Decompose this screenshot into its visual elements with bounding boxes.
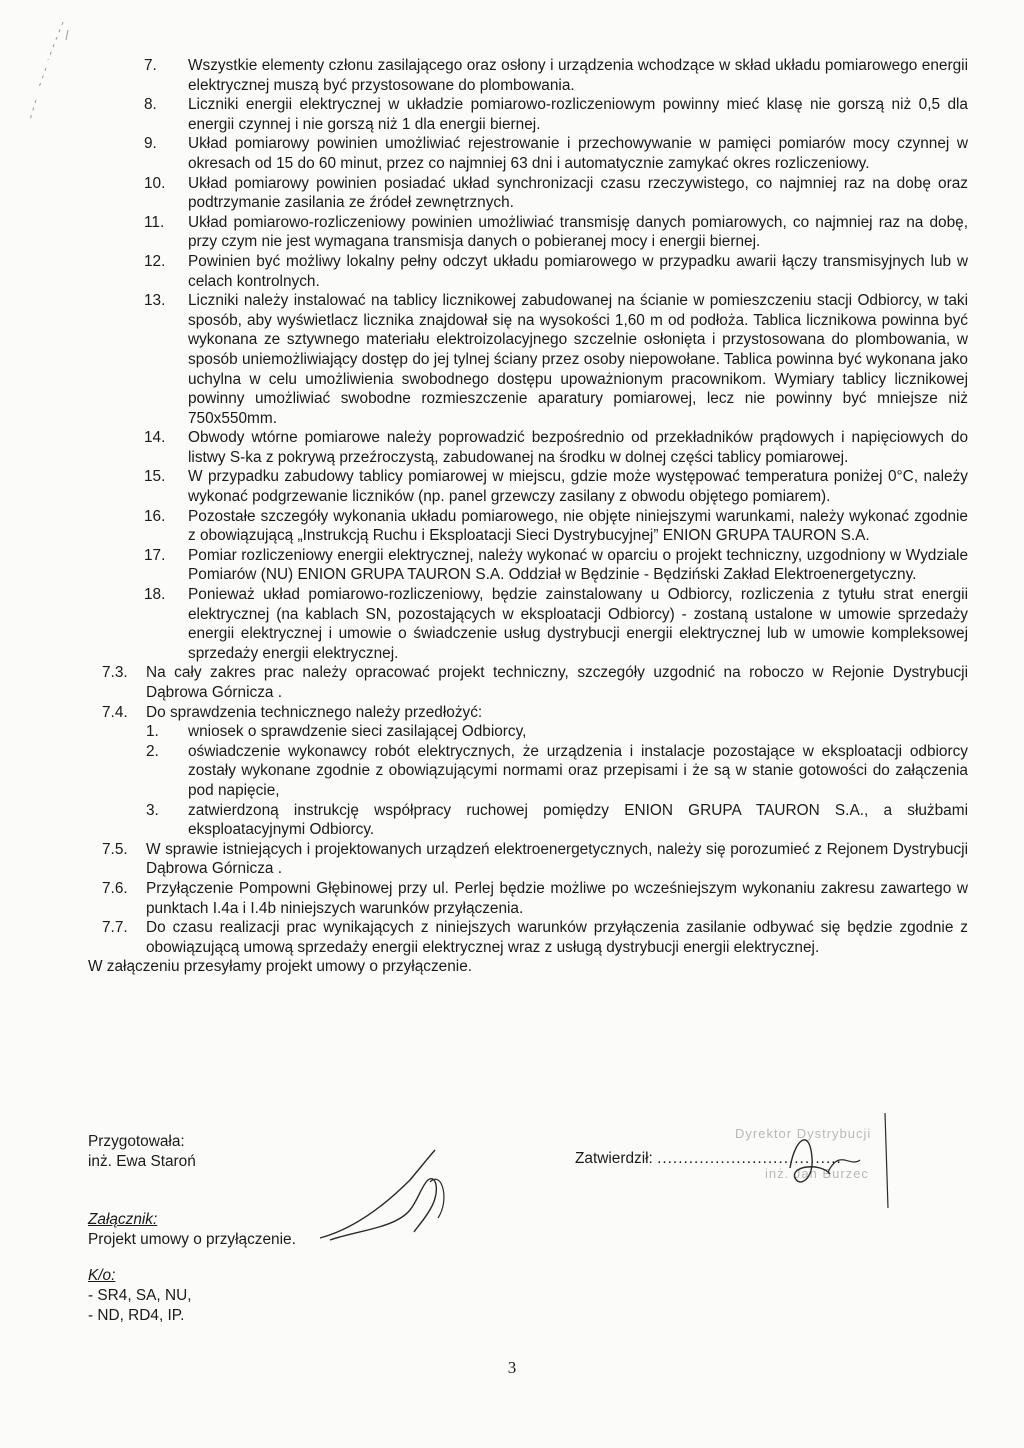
preparer-signature [310, 1140, 480, 1250]
item-number: 2. [146, 742, 159, 760]
item-text: Wszystkie elementy członu zasilającego oraz osłony i urządzenia wchodzące w skład układu pomiarowego energii elektrycznej muszą być przystosowane do plombowania. [188, 57, 968, 94]
item-number: 16. [144, 507, 166, 525]
section-7-6 [88, 879, 968, 918]
item-number: 12. [144, 252, 166, 270]
section-number: 7.7. [102, 919, 128, 937]
section-number: 7.5. [102, 840, 128, 858]
cc-line: - SR4, SA, NU, [88, 1287, 192, 1304]
signature-line: ................................... [657, 1150, 842, 1167]
list-item [88, 467, 968, 506]
item-text: Układ pomiarowy powinien posiadać układ synchronizacji czasu rzeczywistego, co najmniej raz na dobę oraz podtrzymanie zasilania ze źródeł zewnętrznych. [188, 174, 968, 212]
list-item [88, 95, 968, 134]
list-item [88, 585, 968, 663]
item-text: Obwody wtórne pomiarowe należy poprowadzić bezpośrednio od przekładników prądowych i napięciowych do listwy S-ka z pokrywą przeźroczystą, zabudowanej na środku w dolnej części tablicy pomiarowej. [188, 429, 968, 466]
section-7-4 [88, 703, 968, 723]
item-number: 13. [144, 292, 166, 310]
section-number: 7.6. [102, 879, 128, 897]
item-number: 9. [144, 135, 157, 153]
list-item [88, 174, 968, 213]
list-item [88, 291, 968, 428]
item-number: 14. [144, 429, 166, 447]
section-text: Do sprawdzenia technicznego należy przedłożyć: [146, 703, 483, 721]
page-number: 3 [507, 1358, 517, 1377]
director-signature [750, 1108, 900, 1218]
list-item [88, 134, 968, 173]
item-number: 10. [144, 174, 166, 192]
list-item [88, 546, 968, 585]
list-item [88, 742, 968, 801]
section-text: Do czasu realizacji prac wynikających z niniejszych warunków przyłączenia zasilanie odbywać się będzie zgodnie z obowiązującą umową sprzedaży energii elektrycznej wraz z usługą dystrybucji energii elektrycznej. [146, 919, 968, 956]
section-text: Na cały zakres prac należy opracować projekt techniczny, szczegóły uzgodnić na roboczo w Rejonie Dystrybucji Dąbrowa Górnicza . [146, 664, 968, 701]
section-7-3 [88, 663, 968, 702]
conditions-body [88, 56, 968, 977]
item-text: wniosek o sprawdzenie sieci zasilającej Odbiorcy, [188, 723, 527, 741]
list-item [88, 507, 968, 546]
approved-label: Zatwierdził: [575, 1150, 653, 1167]
item-text: Układ pomiarowo-rozliczeniowy powinien umożliwiać transmisję danych pomiarowych, co najmniej raz na dobę, przy czym nie jest wymagana transmisja danych o pobieranej mocy i energii biernej. [188, 213, 968, 251]
item-text: Pozostałe szczegóły wykonania układu pomiarowego, nie objęte niniejszymi warunkami, należy wykonać zgodnie z obowiązującą „Instrukcją Ruchu i Eksploatacji Sieci Dystrybucyjnej” ENION GRUPA TAURON S.A. [188, 507, 968, 545]
item-number: 17. [144, 546, 166, 564]
item-number: 1. [146, 723, 159, 741]
item-text: W przypadku zabudowy tablicy pomiarowej w miejscu, gdzie może występować temperatura poniżej 0°C, należy wykonać podgrzewanie liczników (np. panel grzewczy zasilany z obwodu objętego pomiarem). [188, 468, 968, 506]
item-text: Liczniki energii elektrycznej w układzie pomiarowo-rozliczeniowym powinny mieć klasę nie gorszą niż 0,5 dla energii czynnej i nie gorszą niż 1 dla energii biernej. [188, 96, 968, 133]
section-7-5 [88, 840, 968, 879]
attachment-label: Załącznik: [88, 1211, 158, 1228]
stamp-title: Dyrektor Dystrybucji [735, 1126, 872, 1141]
item-text: Powinien być możliwy lokalny pełny odczyt układu pomiarowego w przypadku awarii łączy transmisyjnych lub w celach kontrolnych. [188, 252, 968, 290]
prepared-label: Przygotowała: [88, 1133, 185, 1150]
section-number: 7.4. [102, 703, 128, 721]
section-text: Przyłączenie Pompowni Głębinowej przy ul. Perlej będzie możliwe po wcześniejszym wykonaniu zakresu zawartego w punktach I.4a i I.4b niniejszych warunków przyłączenia. [146, 879, 968, 917]
items-list [88, 56, 968, 663]
section-number: 7.3. [102, 664, 128, 682]
item-number: 3. [146, 801, 159, 819]
item-number: 8. [144, 96, 157, 114]
section-text: W sprawie istniejących i projektowanych urządzeń elektroenergetycznych, należy się porozumieć z Rejonem Dystrybucji Dąbrowa Górnicza . [146, 840, 968, 878]
item-text: Liczniki należy instalować na tablicy licznikowej zabudowanej na ścianie w pomieszczeniu stacji Odbiorcy, w taki sposób, aby wyświetlacz licznika znajdował się na wysokości 1,60 m od podłoża. Tablica licznikowa powinna być wykonana ze sztywnego materiału elektroizolacyjnego szczelnie osłonięta i przystosowana do plombowania, w sposób uniemożliwiający dostęp do jej tylnej ściany przez osoby niepowołane. Tablica powinna być wykonana jako uchylna w celu umożliwienia swobodnego dostępu upoważnionym pracownikom. Wymiary tablicy licznikowej powinny umożliwiać swobodne rozmieszczenie aparatury pomiarowej, lecz nie powinny być mniejsze niż 750x550mm. [188, 292, 968, 427]
list-item [88, 252, 968, 291]
list-item [88, 722, 968, 742]
cc-label: K/o: [88, 1267, 116, 1284]
scan-artifact [18, 20, 78, 130]
item-text: Ponieważ układ pomiarowo-rozliczeniowy, będzie zainstalowany u Odbiorcy, rozliczenia z tytułu strat energii elektrycznej (na kablach SN, pozostających w eksploatacji Odbiorcy) - zostaną ustalone w umowie sprzedaży energii elektrycznej i umowie o świadczenie usług dystrybucji energii elektrycznej lub w umowie kompleksowej sprzedaży energii elektrycznej. [188, 586, 968, 662]
item-text: zatwierdzoną instrukcję współpracy ruchowej pomiędzy ENION GRUPA TAURON S.A., a służbami eksploatacyjnymi Odbiorcy. [188, 801, 968, 839]
list-item [88, 428, 968, 467]
item-number: 15. [144, 468, 166, 486]
item-number: 18. [144, 586, 166, 604]
list-item [88, 801, 968, 840]
list-item [88, 56, 968, 95]
cc-line: - ND, RD4, IP. [88, 1307, 185, 1324]
item-number: 11. [144, 213, 165, 231]
item-text: Układ pomiarowy powinien umożliwiać rejestrowanie i przechowywanie w pamięci pomiarów mocy czynnej w okresach od 15 do 60 minut, przez co najmniej 63 dni i automatycznie zamykać okres rozliczeniowy. [188, 135, 968, 172]
item-number: 7. [144, 57, 157, 74]
prepared-name: inż. Ewa Staroń [88, 1153, 196, 1170]
stamp-name: inż. Jan Burzec [765, 1166, 869, 1181]
closing-sentence: W załączeniu przesyłamy projekt umowy o przyłączenie. [88, 958, 473, 976]
list-item [88, 213, 968, 252]
attachment-text: Projekt umowy o przyłączenie. [88, 1231, 296, 1248]
section-7-7 [88, 918, 968, 957]
item-text: Pomiar rozliczeniowy energii elektrycznej, należy wykonać w oparciu o projekt techniczny, uzgodniony w Wydziale Pomiarów (NU) ENION GRUPA TAURON S.A. Oddział w Będzinie - Będziński Zakład Elektroenergetyczny. [188, 546, 968, 584]
cc-block [88, 1266, 968, 1326]
item-text: oświadczenie wykonawcy robót elektrycznych, że urządzenia i instalacje pozostające w eksploatacji odbiorcy zostały wykonane zgodnie z obowiązującymi normami oraz przepisami i że są w stanie gotowości do załączenia pod napięcie, [188, 742, 968, 799]
